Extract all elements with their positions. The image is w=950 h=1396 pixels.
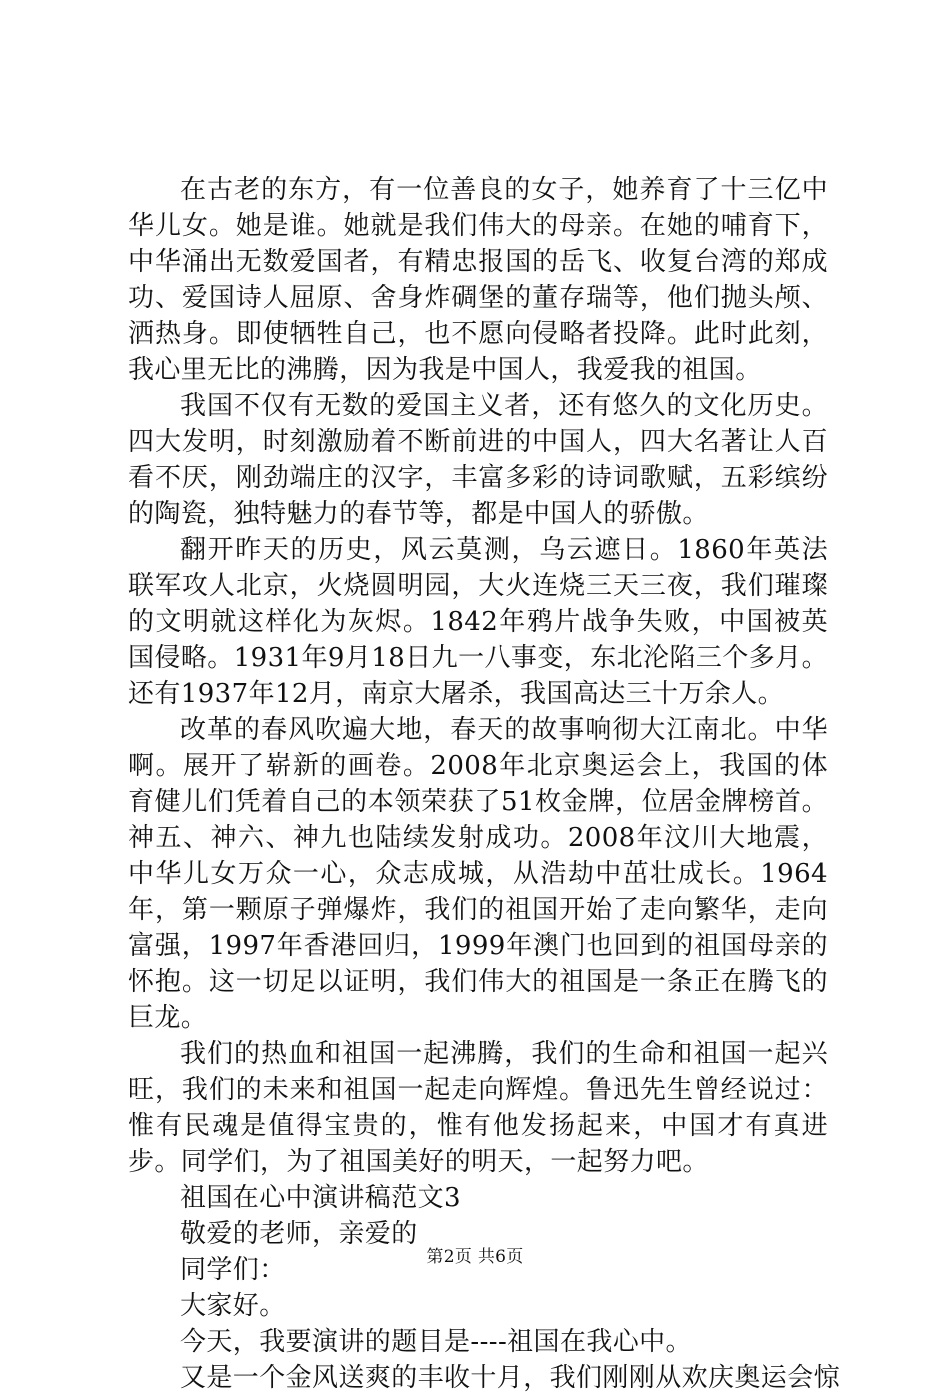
salutation-line-1: 敬爱的老师，亲爱的 bbox=[180, 1219, 418, 1249]
document-body bbox=[128, 172, 841, 1396]
paragraph-2: 我国不仅有无数的爱国主义者，还有悠久的文化历史。四大发明，时刻激励着不断前进的中国人，四大名著让人百看不厌，刚劲端庄的汉字，丰富多彩的诗词歌赋，五彩缤纷的陶瓷，独特魅力的春节等，都是中国人的骄傲。 bbox=[128, 391, 828, 529]
page-number: 第2页 共6页 bbox=[426, 1247, 524, 1267]
section-title: 祖国在心中演讲稿范文3 bbox=[180, 1183, 461, 1213]
paragraph-3: 翻开昨天的历史，风云莫测，乌云遮日。1860年英法联军攻人北京，火烧圆明园，大火连烧三天三夜，我们璀璨的文明就这样化为灰烬。1842年鸦片战争失败，中国被英国侵略。1931年9月18日九一八事变，东北沦陷三个多月。还有1937年12月，南京大屠杀，我国高达三十万余人。 bbox=[128, 535, 828, 709]
paragraph-4: 改革的春风吹遍大地，春天的故事响彻大江南北。中华啊。展开了崭新的画卷。2008年北京奥运会上，我国的体育健儿们凭着自己的本领荣获了51枚金牌，位居金牌榜首。神五、神六、神九也陆续发射成功。2008年汶川大地震，中华儿女万众一心，众志成城，从浩劫中茁壮成长。1964年，第一颗原子弹爆炸，我们的祖国开始了走向繁华，走向富强，1997年香港回归，1999年澳门也回到的祖国母亲的怀抱。这一切足以证明，我们伟大的祖国是一条正在腾飞的巨龙。 bbox=[128, 715, 828, 1033]
paragraph-5: 我们的热血和祖国一起沸腾，我们的生命和祖国一起兴旺，我们的未来和祖国一起走向辉煌。鲁迅先生曾经说过：惟有民魂是值得宝贵的，惟有他发扬起来，中国才有真进步。同学们，为了祖国美好的明天，一起努力吧。 bbox=[128, 1039, 828, 1177]
salutation-line-2: 同学们： bbox=[180, 1255, 286, 1285]
paragraph-1: 在古老的东方，有一位善良的女子，她养育了十三亿中华儿女。她是谁。她就是我们伟大的母亲。在她的哺育下，中华涌出无数爱国者，有精忠报国的岳飞、收复台湾的郑成功、爱国诗人屈原、舍身炸碉堡的董存瑞等，他们抛头颅、洒热身。即使牺牲自己，也不愿向侵略者投降。此时此刻，我心里无比的沸腾，因为我是中国人，我爱我的祖国。 bbox=[128, 175, 828, 385]
opening-line: 又是一个金风送爽的丰收十月，我们刚刚从欢庆奥运会惊 bbox=[180, 1363, 841, 1393]
greeting-line: 大家好。 bbox=[180, 1291, 286, 1321]
topic-line: 今天，我要演讲的题目是----祖国在我心中。 bbox=[180, 1327, 692, 1357]
